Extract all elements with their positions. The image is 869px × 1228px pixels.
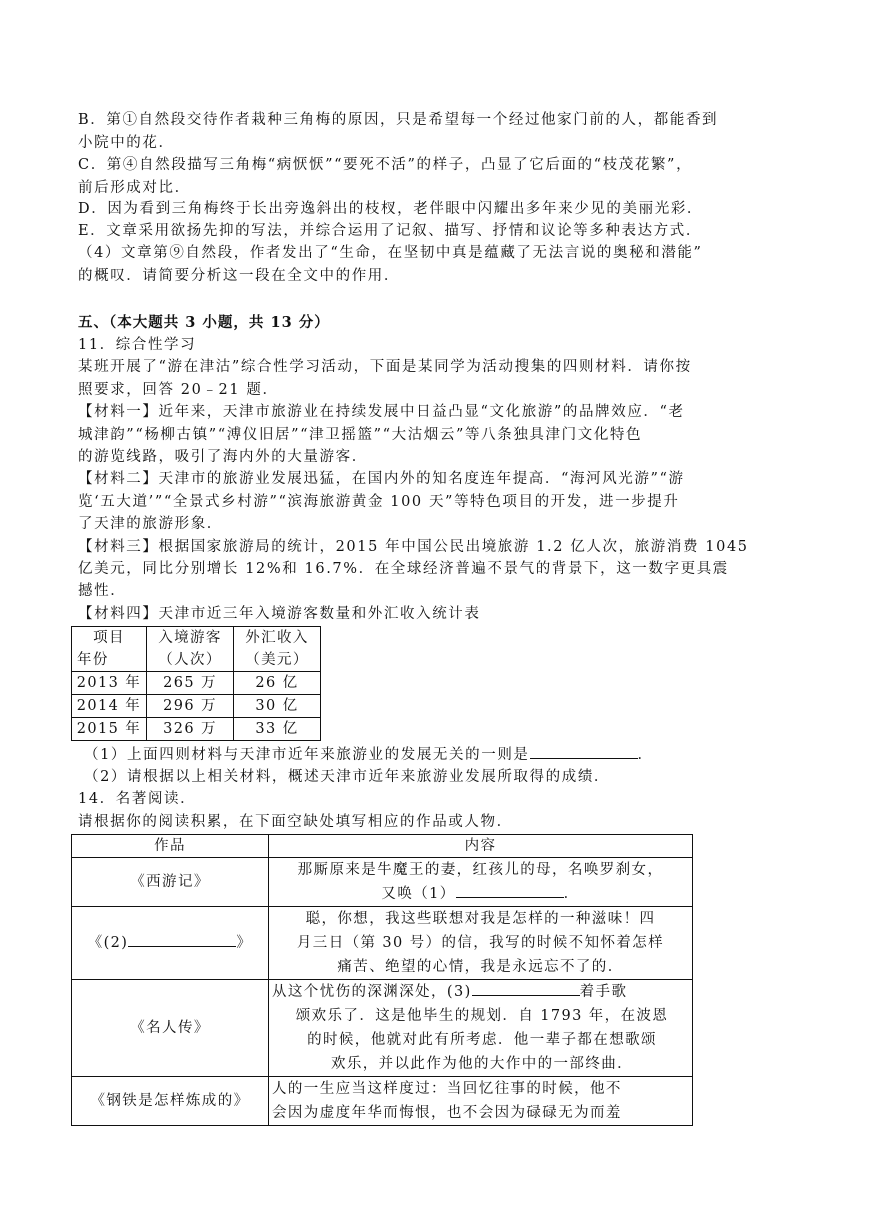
table-row: 《西游记》 那厮原来是牛魔王的妻，红孩儿的母，名唤罗刹女， 又唤（1） ． <box>72 858 693 907</box>
question-11-title: 11．综合性学习 <box>78 337 197 353</box>
table-row: 《(2) 》 聪，你想，我这些联想对我是怎样的一种滋味！四 月三日（第 30 号）的信，我写的时候不知怀着怎样 痛苦、绝望的心情，我是永远忘不了的． <box>72 907 693 980</box>
material-3-line3: 撼性． <box>78 583 127 599</box>
works-table <box>71 834 693 1126</box>
intro-line2: 照要求，回答 20﹣21 题． <box>78 382 279 398</box>
question-4-line2: 的概叹．请简要分析这一段在全文中的作用． <box>78 268 400 284</box>
option-b-line2: 小院中的花． <box>78 135 175 151</box>
header-income: 外汇收入 （美元） <box>234 627 321 672</box>
material-1-line2: 城津韵”“杨柳古镇”“溥仪旧居”“津卫摇篮”“大沽烟云”等八条独具津门文化特色 <box>78 427 643 443</box>
section-5-heading: 五、（本大题共 3 小题，共 13 分） <box>78 314 330 331</box>
header-content: 内容 <box>269 835 693 858</box>
material-2-line1: 【材料二】天津市的旅游业发展迅猛，在国内外的知名度连年提高．“海河风光游”“游 <box>78 471 685 487</box>
question-14-title: 14．名著阅读． <box>78 791 197 807</box>
header-work: 作品 <box>72 835 269 858</box>
question-4-line1: （4）文章第⑨自然段，作者发出了“生命，在坚韧中真是蕴藏了无法言说的奥秘和潜能” <box>78 245 703 261</box>
header-item-year: 项目 年份 <box>72 627 147 672</box>
material-4-title: 【材料四】天津市近三年入境游客数量和外汇收入统计表 <box>78 606 481 622</box>
material-3-line1: 【材料三】根据国家旅游局的统计，2015 年中国公民出境旅游 1.2 亿人次，旅游消费 1045 <box>78 539 749 555</box>
material-2-line2: 览‘五大道’”“全景式乡村游”“滨海旅游黄金 100 天”等特色项目的开发，进一步提升 <box>78 494 680 510</box>
table-row: 2013 年 265 万 26 亿 <box>72 672 321 695</box>
intro-line1: 某班开展了“游在津沽”综合性学习活动，下面是某同学为活动搜集的四则材料．请你按 <box>78 359 692 375</box>
table-row: 2015 年 326 万 33 亿 <box>72 718 321 741</box>
answer-blank-2[interactable] <box>128 932 236 947</box>
option-b-line1: B．第①自然段交待作者栽种三角梅的原因，只是希望每一个经过他家门前的人，都能香到 <box>78 112 719 128</box>
header-tourists: 入境游客 （人次） <box>147 627 234 672</box>
sub-question-1: （1）上面四则材料与天津市近年来旅游业的发展无关的一则是 ． <box>84 744 654 765</box>
material-2-line3: 了天津的旅游形象． <box>78 516 223 532</box>
option-e: E．文章采用欲扬先抑的写法，并综合运用了记叙、描写、抒情和议论等多种表达方式． <box>78 223 702 239</box>
table-row: 《名人传》 从这个忧伤的深渊深处，(3) 着手歌 颂欢乐了．这是他毕生的规划．自 1793 年，在波恩 的时候，他就对此有所考虑．他一辈子都在想歌颂 欢乐，并以此作为他的大作中的一部终曲． <box>72 980 693 1077</box>
option-c-line1: C．第④自然段描写三角梅“病恹恹”“要死不活”的样子，凸显了它后面的“枝茂花繁”， <box>78 157 693 173</box>
material-1-line1: 【材料一】近年来，天津市旅游业在持续发展中日益凸显“文化旅游”的品牌效应．“老 <box>78 404 685 420</box>
sub-question-2: （2）请根据以上相关材料，概述天津市近年来旅游业发展所取得的成绩． <box>84 769 611 785</box>
table-row: 2014 年 296 万 30 亿 <box>72 695 321 718</box>
material-1-line3: 的游览线路，吸引了海内外的大量游客． <box>78 449 368 465</box>
table-row: 《钢铁是怎样炼成的》 人的一生应当这样度过：当回忆往事的时候，他不 会因为虚度年华而悔恨，也不会因为碌碌无为而羞 <box>72 1077 693 1126</box>
material-3-line2: 亿美元，同比分别增长 12%和 16.7%．在全球经济普遍不景气的背景下，这一数字更具震 <box>78 561 729 577</box>
option-c-line2: 前后形成对比． <box>78 180 191 196</box>
stats-table <box>71 626 321 741</box>
answer-blank-3[interactable] <box>472 981 580 996</box>
answer-blank-1[interactable] <box>456 883 564 898</box>
option-d: D．因为看到三角梅终于长出旁逸斜出的枝杈，老伴眼中闪耀出多年来少见的美丽光彩． <box>78 201 704 217</box>
question-14-intro: 请根据你的阅读积累，在下面空缺处填写相应的作品或人物． <box>78 814 513 830</box>
answer-blank-1[interactable] <box>530 744 638 759</box>
